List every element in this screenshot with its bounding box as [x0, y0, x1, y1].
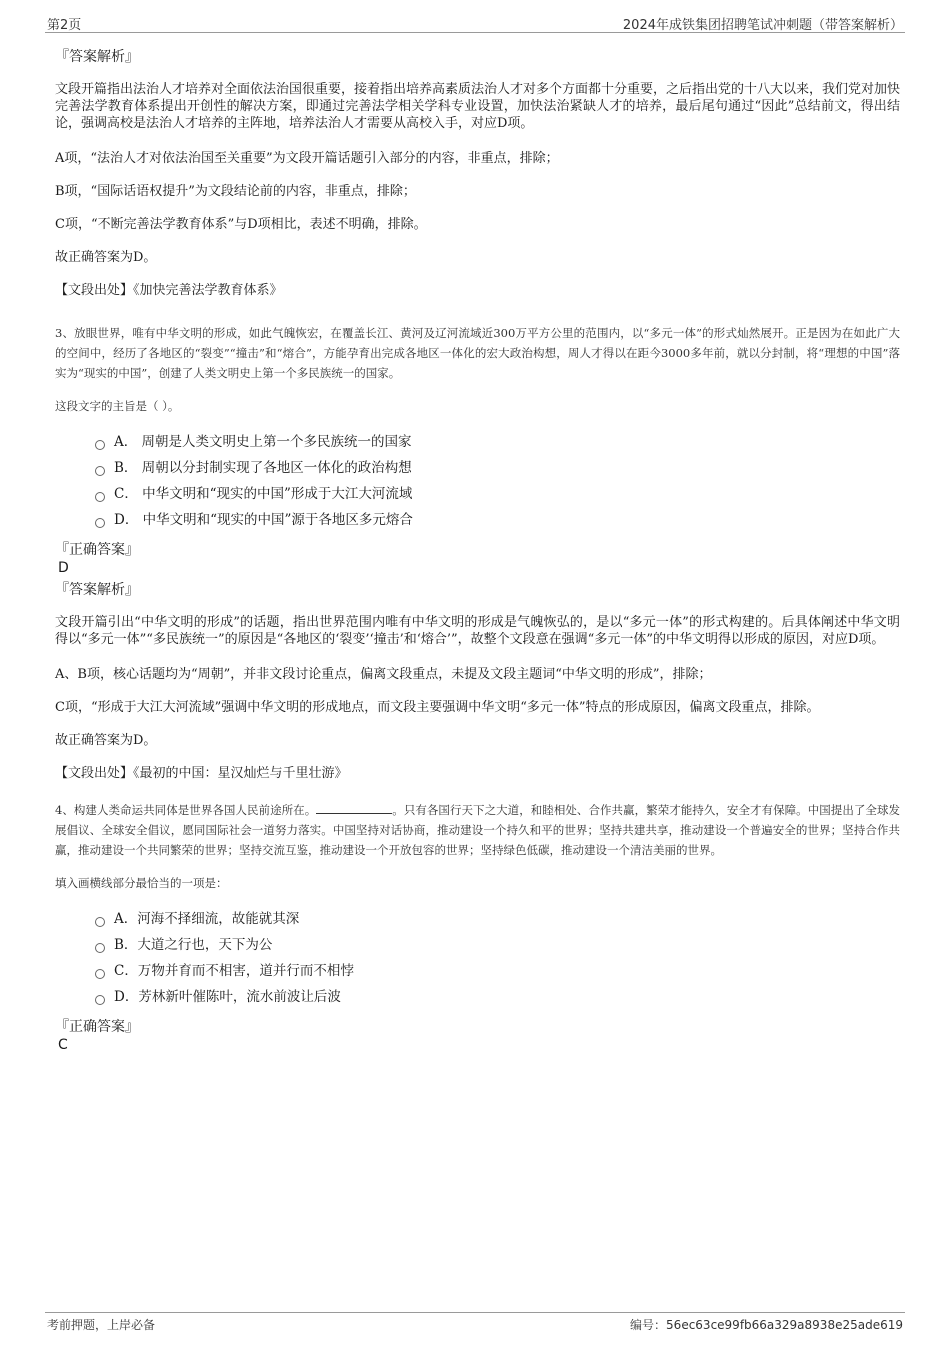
correct-answer-label: 『正确答案』	[55, 542, 139, 558]
option-c-explanation: C项，“不断完善法学教育体系”与D项相比，表述不明确，排除。	[55, 217, 427, 232]
document-title: 2024年成铁集团招聘笔试冲刺题（带答案解析）	[622, 18, 903, 33]
question-4-passage: 4、构建人类命运共同体是世界各国人民前途所在。 。只有各国行天下之大道，和睦相处、合作共赢，繁荣才能持久，安全才有保障。中国提出了全球发展倡议、全球安全倡议，愿同国际社会一道努力落实。中国坚持对话协商，推动建设一个持久和平的世界；坚持共建共享，推动建设一个普遍安全的世界；坚持合作共赢，推动建设一个共同繁荣的世界；坚持交流互鉴，推动建设一个开放包容的世界；坚持绿色低碳，推动建设一个清洁美丽的世界。	[55, 803, 900, 857]
question-4-stem: 填入画横线部分最恰当的一项是：	[55, 876, 228, 890]
page-content	[55, 48, 900, 1054]
option-a[interactable]: A． 周朝是人类文明史上第一个多民族统一的国家	[95, 429, 900, 455]
radio-icon[interactable]	[95, 518, 105, 528]
radio-icon[interactable]	[95, 969, 105, 979]
fill-blank	[316, 801, 392, 814]
radio-icon[interactable]	[95, 466, 105, 476]
analysis-label: 『答案解析』	[55, 49, 139, 65]
option-a-explanation: A项，“法治人才对依法治国至关重要”为文段开篇话题引入部分的内容，非重点，排除；	[55, 151, 559, 166]
page-header	[45, 12, 905, 33]
option-c[interactable]: C． 中华文明和“现实的中国”形成于大江大河流域	[95, 481, 900, 507]
analysis-label: 『答案解析』	[55, 582, 139, 598]
correct-answer-label: 『正确答案』	[55, 1019, 139, 1035]
option-d[interactable]: D．芳林新叶催陈叶，流水前波让后波	[95, 984, 900, 1010]
answer-conclusion: 故正确答案为D。	[55, 250, 157, 265]
option-b-explanation: B项，“国际话语权提升”为文段结论前的内容，非重点，排除；	[55, 184, 416, 199]
analysis-paragraph: 文段开篇指出法治人才培养对全面依法治国很重要，接着指出培养高素质法治人才对多个方面都十分重要，之后指出党的十八大以来，我们党对加快完善法学教育体系提出开创性的解决方案，即通过完善法学相关学科专业设置，加快法治紧缺人才的培养，最后尾句通过“因此”总结前文，得出结论，强调高校是法治人才培养的主阵地，培养法治人才需要从高校入手，对应D项。	[55, 82, 901, 131]
page-number: 第2页	[47, 18, 82, 33]
radio-icon[interactable]	[95, 440, 105, 450]
footer-slogan: 考前押题，上岸必备	[47, 1318, 156, 1332]
option-c[interactable]: C．万物并育而不相害，道并行而不相悖	[95, 958, 900, 984]
correct-answer: D	[58, 560, 69, 576]
radio-icon[interactable]	[95, 995, 105, 1005]
page-footer	[45, 1312, 905, 1335]
radio-icon[interactable]	[95, 943, 105, 953]
option-d[interactable]: D． 中华文明和“现实的中国”源于各地区多元熔合	[95, 507, 900, 533]
question-3-stem: 这段文字的主旨是（ ）。	[55, 399, 180, 413]
option-b[interactable]: B．大道之行也，天下为公	[95, 932, 900, 958]
radio-icon[interactable]	[95, 492, 105, 502]
passage-source: 【文段出处】《最初的中国：星汉灿烂与千里壮游》	[55, 766, 348, 781]
question-3-options	[55, 429, 900, 533]
option-a[interactable]: A．河海不择细流，故能就其深	[95, 906, 900, 932]
document-code: 编号：56ec63ce99fb66a329a8938e25ade619	[630, 1318, 903, 1332]
option-ab-explanation: A、B项，核心话题均为“周朝”，并非文段讨论重点，偏离文段重点，未提及文段主题词“中华文明的形成”，排除；	[55, 667, 712, 682]
correct-answer: C	[58, 1037, 68, 1053]
passage-source: 【文段出处】《加快完善法学教育体系》	[55, 283, 283, 298]
option-c-explanation: C项，“形成于大江大河流域”强调中华文明的形成地点，而文段主要强调中华文明“多元一体”特点的形成原因，偏离文段重点，排除。	[55, 700, 820, 715]
question-3-passage: 3、放眼世界，唯有中华文明的形成，如此气魄恢宏，在覆盖长江、黄河及辽河流域近300万平方公里的范围内，以“多元一体”的形式灿然展开。正是因为在如此广大的空间中，经历了各地区的“裂变”“撞击”和“熔合”，方能孕育出完成各地区一体化的宏大政治构想，周人才得以在距今3000多年前，就以分封制，将“理想的中国”落实为“现实的中国”，创建了人类文明史上第一个多民族统一的国家。	[55, 326, 900, 380]
analysis-paragraph: 文段开篇引出“中华文明的形成”的话题，指出世界范围内唯有中华文明的形成是气魄恢弘的，是以“多元一体”的形式构建的。后具体阐述中华文明得以“多元一体”“多民族统一”的原因是“各地区的‘裂变’‘撞击’和‘熔合’”，故整个文段意在强调“多元一体”的中华文明得以形成的原因，对应D项。	[55, 615, 900, 647]
question-4-options	[55, 906, 900, 1010]
radio-icon[interactable]	[95, 917, 105, 927]
answer-conclusion: 故正确答案为D。	[55, 733, 157, 748]
option-b[interactable]: B． 周朝以分封制实现了各地区一体化的政治构想	[95, 455, 900, 481]
